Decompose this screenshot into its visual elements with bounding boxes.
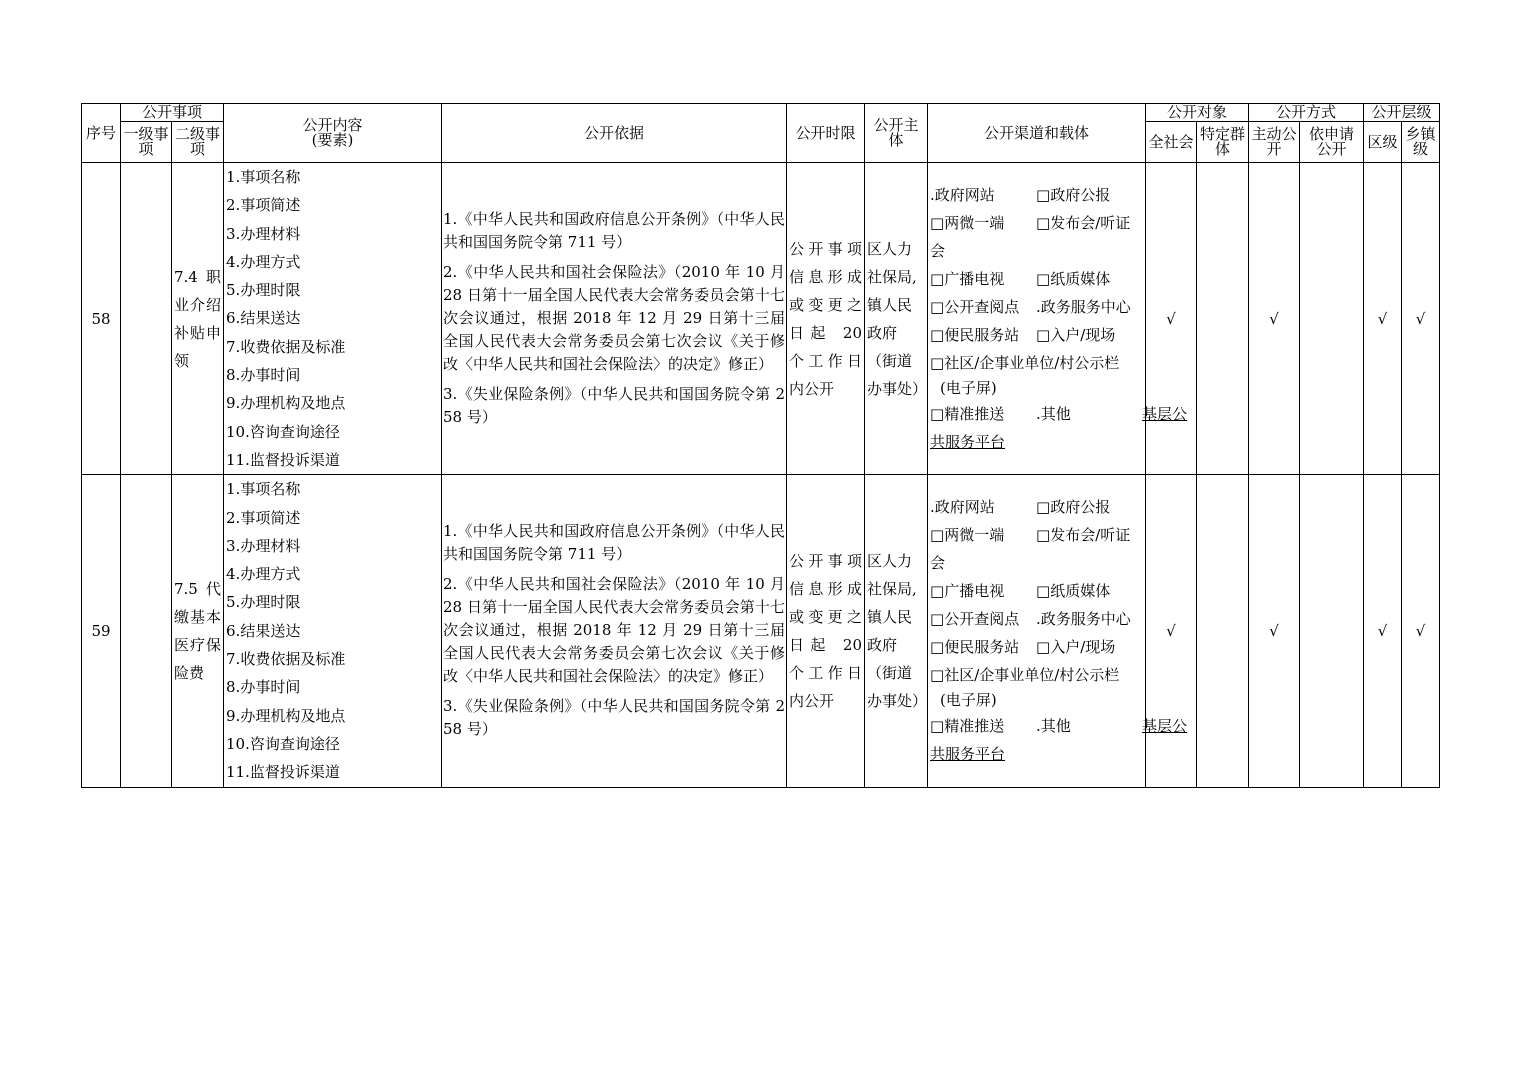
header-active: 主动公开	[1249, 122, 1300, 163]
cell-active: √	[1249, 163, 1300, 475]
cell-content	[224, 475, 442, 787]
content-item: 10.咨询查询途径	[226, 734, 340, 753]
content-item: 7.收费依据及标准	[226, 650, 346, 669]
channel-other	[1036, 400, 1187, 428]
header-district: 区级	[1364, 122, 1402, 163]
cell-level1	[121, 163, 172, 475]
disclosure-table	[81, 103, 1440, 788]
table-row	[82, 475, 1440, 787]
cell-channel	[928, 163, 1188, 475]
cell-active: √	[1249, 475, 1300, 787]
channel-other-value: 基层公	[1142, 717, 1188, 736]
channel-press-hearing-cont: 会	[930, 554, 946, 573]
content-item: 11.监督投诉渠道	[226, 450, 340, 469]
cell-district: √	[1364, 475, 1402, 787]
content-item: 2.事项简述	[226, 196, 301, 215]
channel-other-label: .其他	[1036, 405, 1071, 424]
cell-all-society: √	[1146, 475, 1197, 787]
channel-wechat-weibo: □两微一端	[930, 526, 1005, 545]
content-item: 6.结果送达	[226, 309, 301, 328]
cell-subject: 区人力社保局,镇人民政府（街道办事处）	[865, 163, 928, 475]
header-level2: 二级事项	[172, 122, 224, 163]
cell-channel	[928, 475, 1188, 787]
cell-all-society: √	[1146, 163, 1197, 475]
basis-item: 3.《失业保险条例》（中华人民共和国国务院令第 258 号）	[443, 385, 786, 427]
content-item: 7.收费依据及标准	[226, 337, 346, 356]
channel-precise-push: □精准推送	[930, 717, 1005, 736]
header-on-request: 依申请公开	[1300, 122, 1364, 163]
channel-bulletin-board: □社区/企事业单位/村公示栏	[930, 354, 1120, 373]
cell-time-limit: 公开事项信息形成或变更之日起 20 个工作日内公开	[787, 163, 865, 475]
header-town: 乡镇级	[1402, 122, 1440, 163]
cell-level1	[121, 475, 172, 787]
cell-specific-group	[1197, 163, 1249, 475]
cell-level2: 7.5 代缴基本医疗保险费	[172, 475, 224, 787]
header-mode-group: 公开方式	[1249, 104, 1364, 122]
header-content-line2: (要素)	[311, 131, 354, 149]
channel-broadcast-tv: □广播电视	[930, 270, 1005, 289]
channel-other-label: .其他	[1036, 717, 1071, 736]
header-seq: 序号	[82, 104, 121, 163]
content-item: 5.办理时限	[226, 281, 301, 300]
header-content-line1: 公开内容	[302, 116, 363, 134]
channel-print-media: □纸质媒体	[1036, 582, 1111, 601]
channel-precise-push: □精准推送	[930, 405, 1005, 424]
channel-service-center: .政务服务中心	[1036, 298, 1131, 317]
basis-item: 1.《中华人民共和国政府信息公开条例》（中华人民共和国国务院令第 711 号）	[443, 210, 786, 252]
content-item: 1.事项名称	[226, 168, 301, 186]
header-time-limit: 公开时限	[787, 104, 865, 163]
channel-onsite: □入户/现场	[1036, 638, 1116, 657]
content-item: 4.办理方式	[226, 565, 301, 584]
basis-item: 3.《失业保险条例》（中华人民共和国国务院令第 258 号）	[443, 697, 786, 739]
cell-on-request	[1300, 475, 1364, 787]
channel-reading-point: □公开查阅点	[930, 610, 1020, 629]
header-matter-group: 公开事项	[121, 104, 224, 122]
cell-district: √	[1364, 163, 1402, 475]
cell-basis	[442, 163, 787, 475]
content-item: 8.办事时间	[226, 678, 301, 697]
basis-item: 2.《中华人民共和国社会保险法》（2010 年 10 月 28 日第十一届全国人民代表大会常务委员会第十七次会议通过，根据 2018 年 12 月 29 日第十三届全国人民代表大会常务委员会第七次会议《关于修改〈中华人民共和国社会保险法〉的决定》修正）	[443, 263, 786, 374]
channel-other-value-cont: 共服务平台	[930, 433, 1006, 452]
channel-gov-website: .政府网站	[930, 186, 995, 205]
channel-wechat-weibo: □两微一端	[930, 214, 1005, 233]
content-item: 2.事项简述	[226, 508, 301, 527]
basis-item: 2.《中华人民共和国社会保险法》（2010 年 10 月 28 日第十一届全国人民代表大会常务委员会第十七次会议通过，根据 2018 年 12 月 29 日第十三届全国人民代表大会常务委员会第七次会议《关于修改〈中华人民共和国社会保险法〉的决定》修正）	[443, 575, 786, 686]
header-level-group: 公开层级	[1364, 104, 1440, 122]
cell-time-limit: 公开事项信息形成或变更之日起 20 个工作日内公开	[787, 475, 865, 787]
content-item: 9.办理机构及地点	[226, 394, 346, 413]
cell-level2: 7.4 职业介绍补贴申领	[172, 163, 224, 475]
content-item: 8.办事时间	[226, 366, 301, 385]
channel-service-station: □便民服务站	[930, 638, 1020, 657]
content-item: 3.办理材料	[226, 224, 301, 243]
content-item: 10.咨询查询途径	[226, 422, 340, 441]
channel-press-hearing-cont: 会	[930, 242, 946, 261]
header-all-society: 全社会	[1146, 122, 1197, 163]
cell-town: √	[1402, 163, 1440, 475]
cell-on-request	[1300, 163, 1364, 475]
content-item: 1.事项名称	[226, 480, 301, 499]
content-item: 5.办理时限	[226, 593, 301, 612]
header-channel: 公开渠道和载体	[928, 104, 1146, 163]
channel-screen: (电子屏)	[940, 379, 997, 398]
channel-other-value-cont: 共服务平台	[930, 745, 1006, 764]
header-specific-group: 特定群体	[1197, 122, 1249, 163]
cell-subject: 区人力社保局,镇人民政府（街道办事处）	[865, 475, 928, 787]
cell-content	[224, 163, 442, 475]
channel-gov-website: .政府网站	[930, 498, 995, 517]
content-item: 9.办理机构及地点	[226, 706, 346, 725]
cell-seq: 59	[82, 475, 121, 787]
cell-specific-group	[1197, 475, 1249, 787]
channel-service-station: □便民服务站	[930, 326, 1020, 345]
header-subject: 公开主体	[865, 104, 928, 163]
channel-gov-gazette: □政府公报	[1036, 186, 1111, 205]
header-level1: 一级事项	[121, 122, 172, 163]
content-item: 4.办理方式	[226, 252, 301, 271]
content-item: 11.监督投诉渠道	[226, 763, 340, 782]
cell-seq: 58	[82, 163, 121, 475]
header-basis: 公开依据	[442, 104, 787, 163]
channel-other	[1036, 712, 1187, 740]
channel-print-media: □纸质媒体	[1036, 270, 1111, 289]
header-row-1	[82, 104, 1440, 122]
channel-bulletin-board: □社区/企事业单位/村公示栏	[930, 666, 1120, 685]
cell-basis	[442, 475, 787, 787]
channel-press-hearing: □发布会/听证	[1036, 526, 1131, 545]
header-audience-group: 公开对象	[1146, 104, 1249, 122]
basis-item: 1.《中华人民共和国政府信息公开条例》（中华人民共和国国务院令第 711 号）	[443, 522, 786, 564]
channel-reading-point: □公开查阅点	[930, 298, 1020, 317]
channel-press-hearing: □发布会/听证	[1036, 214, 1131, 233]
header-content	[224, 104, 442, 163]
content-item: 3.办理材料	[226, 536, 301, 555]
channel-gov-gazette: □政府公报	[1036, 498, 1111, 517]
cell-town: √	[1402, 475, 1440, 787]
channel-screen: (电子屏)	[940, 691, 997, 710]
content-item: 6.结果送达	[226, 621, 301, 640]
channel-service-center: .政务服务中心	[1036, 610, 1131, 629]
channel-other-value: 基层公	[1142, 405, 1188, 424]
channel-onsite: □入户/现场	[1036, 326, 1116, 345]
table-row	[82, 163, 1440, 475]
channel-broadcast-tv: □广播电视	[930, 582, 1005, 601]
